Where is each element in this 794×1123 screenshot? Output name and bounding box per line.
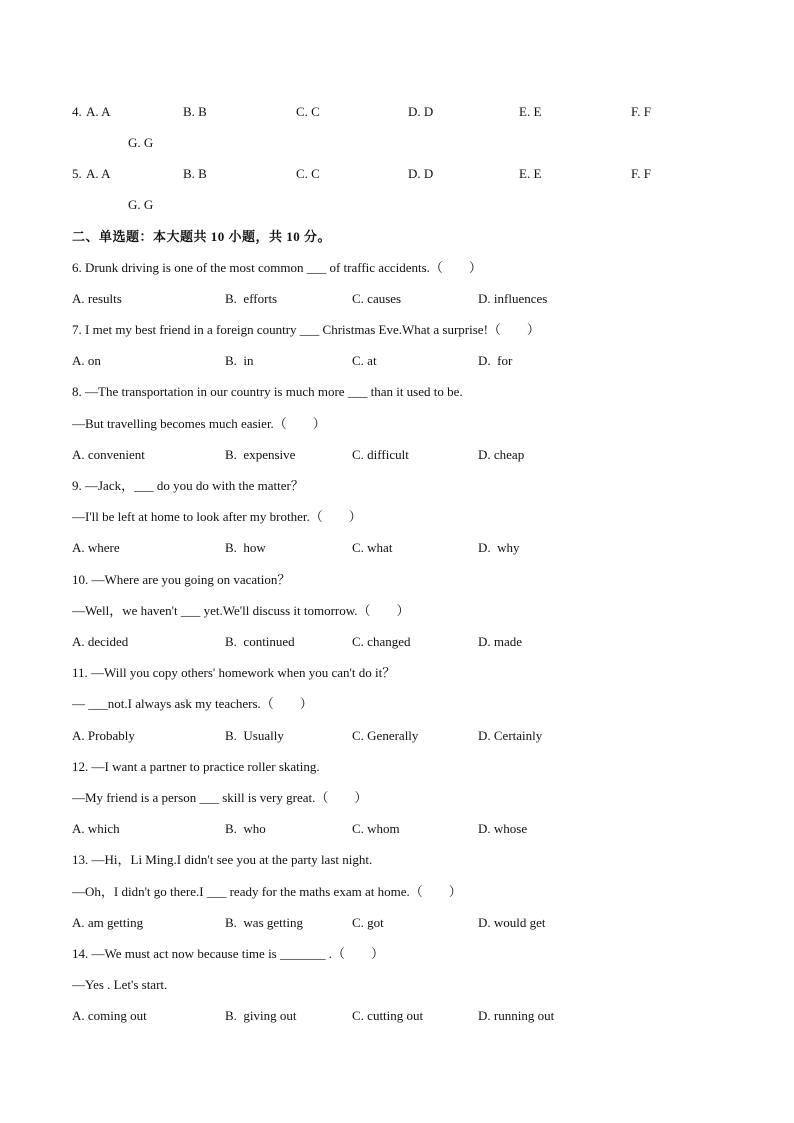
question-8-reply: —But travelling becomes much easier.（ ） bbox=[72, 416, 326, 431]
q13-option-c: C. got bbox=[352, 915, 384, 930]
question-13-reply: —Oh，I didn't go there.I ___ ready for the maths exam at home.（ ） bbox=[72, 884, 462, 899]
q5-option-b: B. B bbox=[183, 166, 207, 181]
q5-option-a: A. A bbox=[86, 166, 111, 181]
q12-option-b: B. who bbox=[225, 821, 266, 836]
question-6-stem: 6. Drunk driving is one of the most common ___ of traffic accidents.（ ） bbox=[72, 260, 482, 275]
q8-option-c: C. difficult bbox=[352, 447, 409, 462]
question-11-reply: — ___not.I always ask my teachers.（ ） bbox=[72, 696, 313, 711]
q13-option-d: D. would get bbox=[478, 915, 546, 930]
question-14-stem: 14. —We must act now because time is _______ .（ ） bbox=[72, 946, 384, 961]
question-14-reply: —Yes . Let's start. bbox=[72, 977, 168, 992]
q13-option-b: B. was getting bbox=[225, 915, 303, 930]
question-11-stem: 11. —Will you copy others' homework when you can't do it？ bbox=[72, 665, 396, 680]
q5-option-d: D. D bbox=[408, 166, 434, 181]
question-9-stem: 9. —Jack，___ do you do with the matter？ bbox=[72, 478, 304, 493]
q5-option-c: C. C bbox=[296, 166, 320, 181]
q4-option-c: C. C bbox=[296, 104, 320, 119]
q4-option-a: A. A bbox=[86, 104, 111, 119]
q6-option-a: A. results bbox=[72, 291, 122, 306]
section-2-title: 二、单选题：本大题共 10 小题，共 10 分。 bbox=[72, 229, 332, 244]
q6-option-d: D. influences bbox=[478, 291, 548, 306]
q11-option-a: A. Probably bbox=[72, 728, 135, 743]
q4-option-f: F. F bbox=[631, 104, 651, 119]
q11-option-b: B. Usually bbox=[225, 728, 284, 743]
q4-option-g: G. G bbox=[128, 135, 154, 150]
q8-option-d: D. cheap bbox=[478, 447, 525, 462]
q12-option-a: A. which bbox=[72, 821, 120, 836]
q7-option-c: C. at bbox=[352, 353, 377, 368]
q14-option-a: A. coming out bbox=[72, 1008, 147, 1023]
question-4-number: 4. bbox=[72, 104, 82, 119]
q7-option-a: A. on bbox=[72, 353, 101, 368]
q9-option-c: C. what bbox=[352, 540, 393, 555]
q10-option-c: C. changed bbox=[352, 634, 411, 649]
q5-option-e: E. E bbox=[519, 166, 542, 181]
q11-option-c: C. Generally bbox=[352, 728, 419, 743]
q11-option-d: D. Certainly bbox=[478, 728, 543, 743]
q9-option-d: D. why bbox=[478, 540, 520, 555]
q5-option-f: F. F bbox=[631, 166, 651, 181]
question-7-stem: 7. I met my best friend in a foreign country ___ Christmas Eve.What a surprise!（ ） bbox=[72, 322, 540, 337]
q7-option-d: D. for bbox=[478, 353, 513, 368]
q9-option-a: A. where bbox=[72, 540, 120, 555]
q12-option-d: D. whose bbox=[478, 821, 528, 836]
q14-option-c: C. cutting out bbox=[352, 1008, 424, 1023]
question-8-stem: 8. —The transportation in our country is much more ___ than it used to be. bbox=[72, 384, 463, 399]
q6-option-b: B. efforts bbox=[225, 291, 278, 306]
q4-option-d: D. D bbox=[408, 104, 434, 119]
q7-option-b: B. in bbox=[225, 353, 254, 368]
q13-option-a: A. am getting bbox=[72, 915, 144, 930]
q8-option-a: A. convenient bbox=[72, 447, 145, 462]
q10-option-b: B. continued bbox=[225, 634, 295, 649]
q4-option-e: E. E bbox=[519, 104, 542, 119]
question-10-reply: —Well，we haven't ___ yet.We'll discuss it tomorrow.（ ） bbox=[72, 603, 410, 618]
q4-option-b: B. B bbox=[183, 104, 207, 119]
q9-option-b: B. how bbox=[225, 540, 266, 555]
q10-option-a: A. decided bbox=[72, 634, 129, 649]
q14-option-d: D. running out bbox=[478, 1008, 555, 1023]
q10-option-d: D. made bbox=[478, 634, 523, 649]
q5-option-g: G. G bbox=[128, 197, 154, 212]
q14-option-b: B. giving out bbox=[225, 1008, 297, 1023]
question-12-stem: 12. —I want a partner to practice roller skating. bbox=[72, 759, 320, 774]
question-13-stem: 13. —Hi，Li Ming.I didn't see you at the party last night. bbox=[72, 852, 373, 867]
q6-option-c: C. causes bbox=[352, 291, 402, 306]
q12-option-c: C. whom bbox=[352, 821, 400, 836]
question-9-reply: —I'll be left at home to look after my brother.（ ） bbox=[72, 509, 362, 524]
question-5-number: 5. bbox=[72, 166, 82, 181]
q8-option-b: B. expensive bbox=[225, 447, 296, 462]
question-10-stem: 10. —Where are you going on vacation？ bbox=[72, 572, 291, 587]
question-12-reply: —My friend is a person ___ skill is very great.（ ） bbox=[72, 790, 368, 805]
